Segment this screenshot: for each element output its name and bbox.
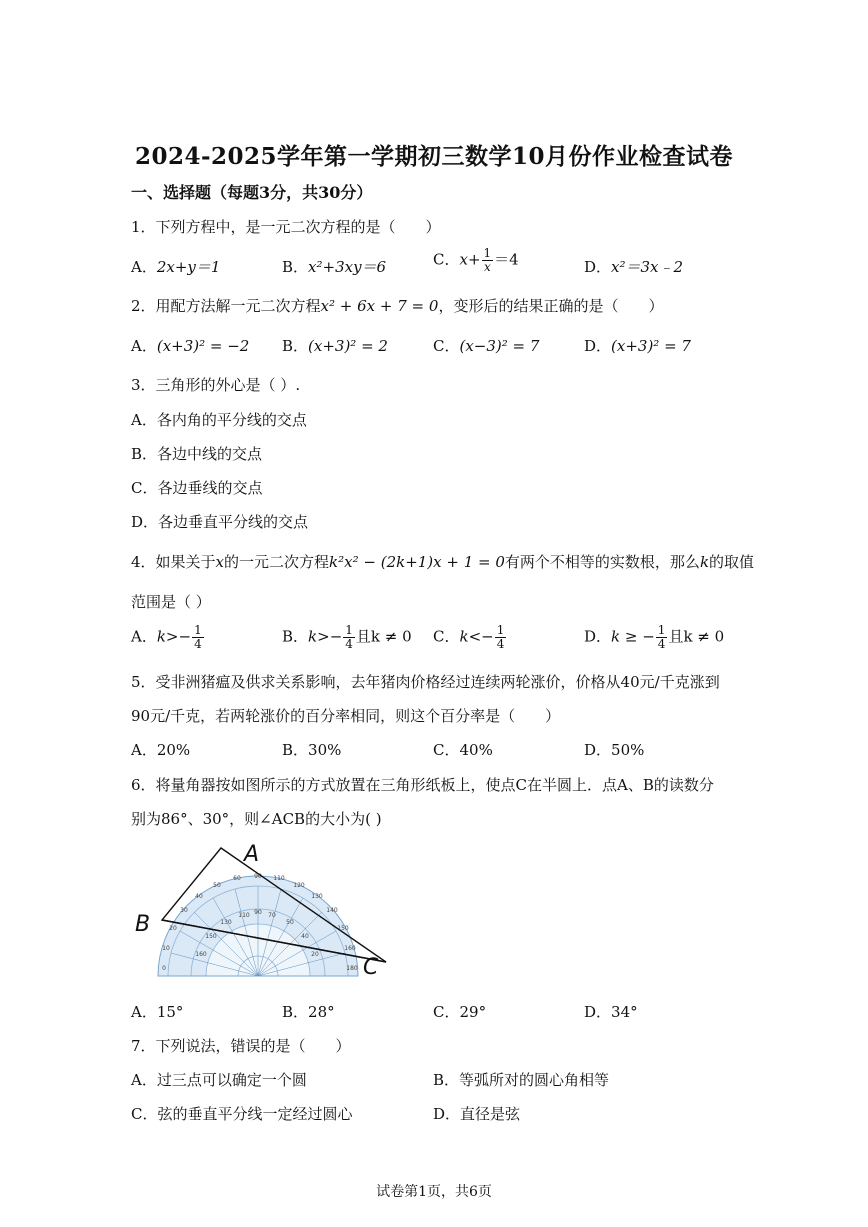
- svg-text:150: 150: [205, 933, 217, 940]
- question-6-stem-line2: 别为86°、30°，则∠ACB的大小为( ): [131, 810, 382, 828]
- q7-option-d: D．直径是弦: [433, 1105, 521, 1123]
- fraction-denominator: 4: [496, 637, 505, 651]
- q6-option-c: C．29°: [433, 1003, 487, 1021]
- svg-text:20: 20: [311, 951, 319, 958]
- option-text-pre: x+: [459, 250, 481, 269]
- q7-option-a: A．过三点可以确定一个圆: [131, 1071, 307, 1089]
- q2-option-b: [282, 335, 388, 356]
- q3-option-a: A．各内角的平分线的交点: [131, 411, 307, 429]
- option-label: C．: [433, 627, 460, 646]
- svg-text:0: 0: [162, 965, 166, 972]
- q1-option-b: [282, 256, 386, 277]
- q5-option-d: D．50%: [584, 741, 645, 759]
- fraction: [192, 624, 204, 651]
- option-label: D．: [584, 627, 612, 646]
- question-3-stem: 3．三角形的外心是（ ）.: [131, 376, 301, 394]
- question-4-stem: [131, 551, 754, 572]
- stem-variable: x: [215, 553, 225, 571]
- svg-text:40: 40: [195, 893, 203, 900]
- q1-option-d: [584, 256, 683, 277]
- point-c-label: C: [363, 955, 379, 980]
- svg-text:50: 50: [213, 882, 221, 889]
- option-label: A．: [131, 258, 157, 276]
- question-6-stem-line1: 6．将量角器按如图所示的方式放置在三角形纸板上，使点C在半圆上．点A、B的读数分: [131, 776, 714, 794]
- option-text-post: 且k ≠ 0: [355, 627, 412, 646]
- fraction: [495, 624, 507, 651]
- fraction-denominator: 4: [657, 637, 666, 651]
- svg-text:110: 110: [273, 875, 285, 882]
- q3-option-c: C．各边垂线的交点: [131, 479, 263, 497]
- svg-text:180: 180: [346, 965, 358, 972]
- svg-text:10: 10: [162, 945, 170, 952]
- q5-option-c: C．40%: [433, 741, 493, 759]
- fraction-denominator: 4: [194, 637, 202, 651]
- option-text: x²+3xy＝6: [308, 258, 387, 276]
- fraction: [656, 624, 668, 651]
- svg-text:20: 20: [169, 925, 177, 932]
- question-4-stem-line2: 范围是（ ）: [131, 593, 211, 611]
- question-2-stem: [131, 295, 663, 316]
- fraction-denominator: 4: [345, 637, 353, 651]
- fraction-numerator: 1: [657, 623, 666, 637]
- stem-equation: k²x² − (2k+1)x + 1 = 0: [329, 553, 505, 571]
- q6-option-d: D．34°: [584, 1003, 638, 1021]
- stem-text: 2．用配方法解一元二次方程: [131, 297, 321, 315]
- svg-text:60: 60: [233, 875, 241, 882]
- svg-text:140: 140: [326, 907, 338, 914]
- stem-text: 有两个不相等的实数根，那么: [504, 553, 700, 571]
- q1-option-c: [433, 247, 519, 274]
- question-5-stem-line1: 5．受非洲猪瘟及供求关系影响，去年猪肉价格经过连续两轮涨价，价格从40元/千克涨到: [131, 673, 720, 691]
- option-label: B．: [282, 337, 309, 355]
- q3-option-d: D．各边垂直平分线的交点: [131, 513, 309, 531]
- svg-text:130: 130: [311, 893, 323, 900]
- page-footer: 试卷第1页，共6页: [376, 1184, 492, 1200]
- option-label: D．: [584, 258, 612, 276]
- svg-text:90: 90: [254, 909, 262, 916]
- section-heading-choice: 一、选择题（每题3分，共30分）: [131, 183, 373, 202]
- protractor-triangle-figure: [131, 838, 391, 988]
- point-b-label: B: [135, 912, 151, 937]
- svg-text:70: 70: [268, 912, 276, 919]
- q5-option-a: A．20%: [131, 741, 191, 759]
- fraction-numerator: 1: [483, 246, 492, 260]
- fraction-numerator: 1: [496, 623, 505, 637]
- q4-option-d: [584, 624, 724, 651]
- stem-equation: x² + 6x + 7 = 0: [320, 297, 439, 315]
- fraction-numerator: 1: [345, 623, 353, 637]
- option-text: 2x+y＝1: [156, 258, 221, 276]
- fraction-numerator: 1: [194, 623, 202, 637]
- q2-option-a: [131, 335, 249, 356]
- option-label: C．: [433, 250, 460, 269]
- option-text: (x+3)² = −2: [156, 337, 250, 355]
- option-text-pre: k>−: [156, 627, 192, 646]
- q4-option-b: [282, 624, 412, 651]
- fraction: [482, 247, 494, 274]
- option-label: C．: [433, 337, 460, 355]
- svg-text:160: 160: [344, 945, 356, 952]
- option-label: D．: [584, 337, 612, 355]
- question-5-stem-line2: 90元/千克，若两轮涨价的百分率相同，则这个百分率是（ ）: [131, 707, 561, 725]
- fraction-denominator: x: [483, 260, 491, 274]
- q4-option-a: [131, 624, 205, 651]
- q1-option-a: [131, 256, 220, 277]
- q2-option-d: [584, 335, 691, 356]
- option-label: A．: [131, 337, 157, 355]
- option-text: (x+3)² = 7: [611, 337, 691, 355]
- q6-option-b: B．28°: [282, 1003, 335, 1021]
- q3-option-b: B．各边中线的交点: [131, 445, 263, 463]
- stem-text: 的一元二次方程: [224, 553, 330, 571]
- svg-text:50: 50: [286, 919, 294, 926]
- svg-text:90: 90: [254, 873, 262, 880]
- fraction: [343, 624, 355, 651]
- stem-text: 的取值: [709, 553, 755, 571]
- option-text: (x+3)² = 2: [308, 337, 388, 355]
- option-text-post: 且k ≠ 0: [668, 627, 725, 646]
- q4-option-c: [433, 624, 507, 651]
- option-text-pre: k<−: [459, 627, 494, 646]
- svg-text:150: 150: [337, 925, 349, 932]
- option-label: B．: [282, 258, 309, 276]
- question-7-stem: 7．下列说法，错误的是（ ）: [131, 1037, 351, 1055]
- option-text: x²＝3x﹣2: [611, 258, 684, 276]
- exam-title: 2024-2025学年第一学期初三数学10月份作业检查试卷: [134, 143, 734, 170]
- option-label: B．: [282, 627, 309, 646]
- q6-option-a: A．15°: [131, 1003, 184, 1021]
- svg-text:30: 30: [180, 907, 188, 914]
- q7-option-b: B．等弧所对的圆心角相等: [433, 1071, 610, 1089]
- q5-option-b: B．30%: [282, 741, 342, 759]
- option-label: A．: [131, 627, 157, 646]
- option-text: (x−3)² = 7: [459, 337, 540, 355]
- q2-option-c: [433, 335, 539, 356]
- stem-text: 4．如果关于: [131, 553, 216, 571]
- svg-text:160: 160: [195, 951, 207, 958]
- point-a-label: A: [244, 842, 260, 867]
- svg-text:110: 110: [238, 912, 250, 919]
- q7-option-c: C．弦的垂直平分线一定经过圆心: [131, 1105, 353, 1123]
- question-1-stem: 1．下列方程中，是一元二次方程的是（ ）: [131, 218, 441, 236]
- option-text-pre: k>−: [308, 627, 343, 646]
- svg-text:40: 40: [301, 933, 309, 940]
- option-text-pre: k ≥ −: [611, 627, 655, 646]
- stem-variable: k: [699, 553, 710, 571]
- svg-text:130: 130: [220, 919, 232, 926]
- svg-text:120: 120: [293, 882, 305, 889]
- stem-text: ，变形后的结果正确的是（ ）: [438, 297, 664, 315]
- option-text-post: ＝4: [494, 250, 519, 269]
